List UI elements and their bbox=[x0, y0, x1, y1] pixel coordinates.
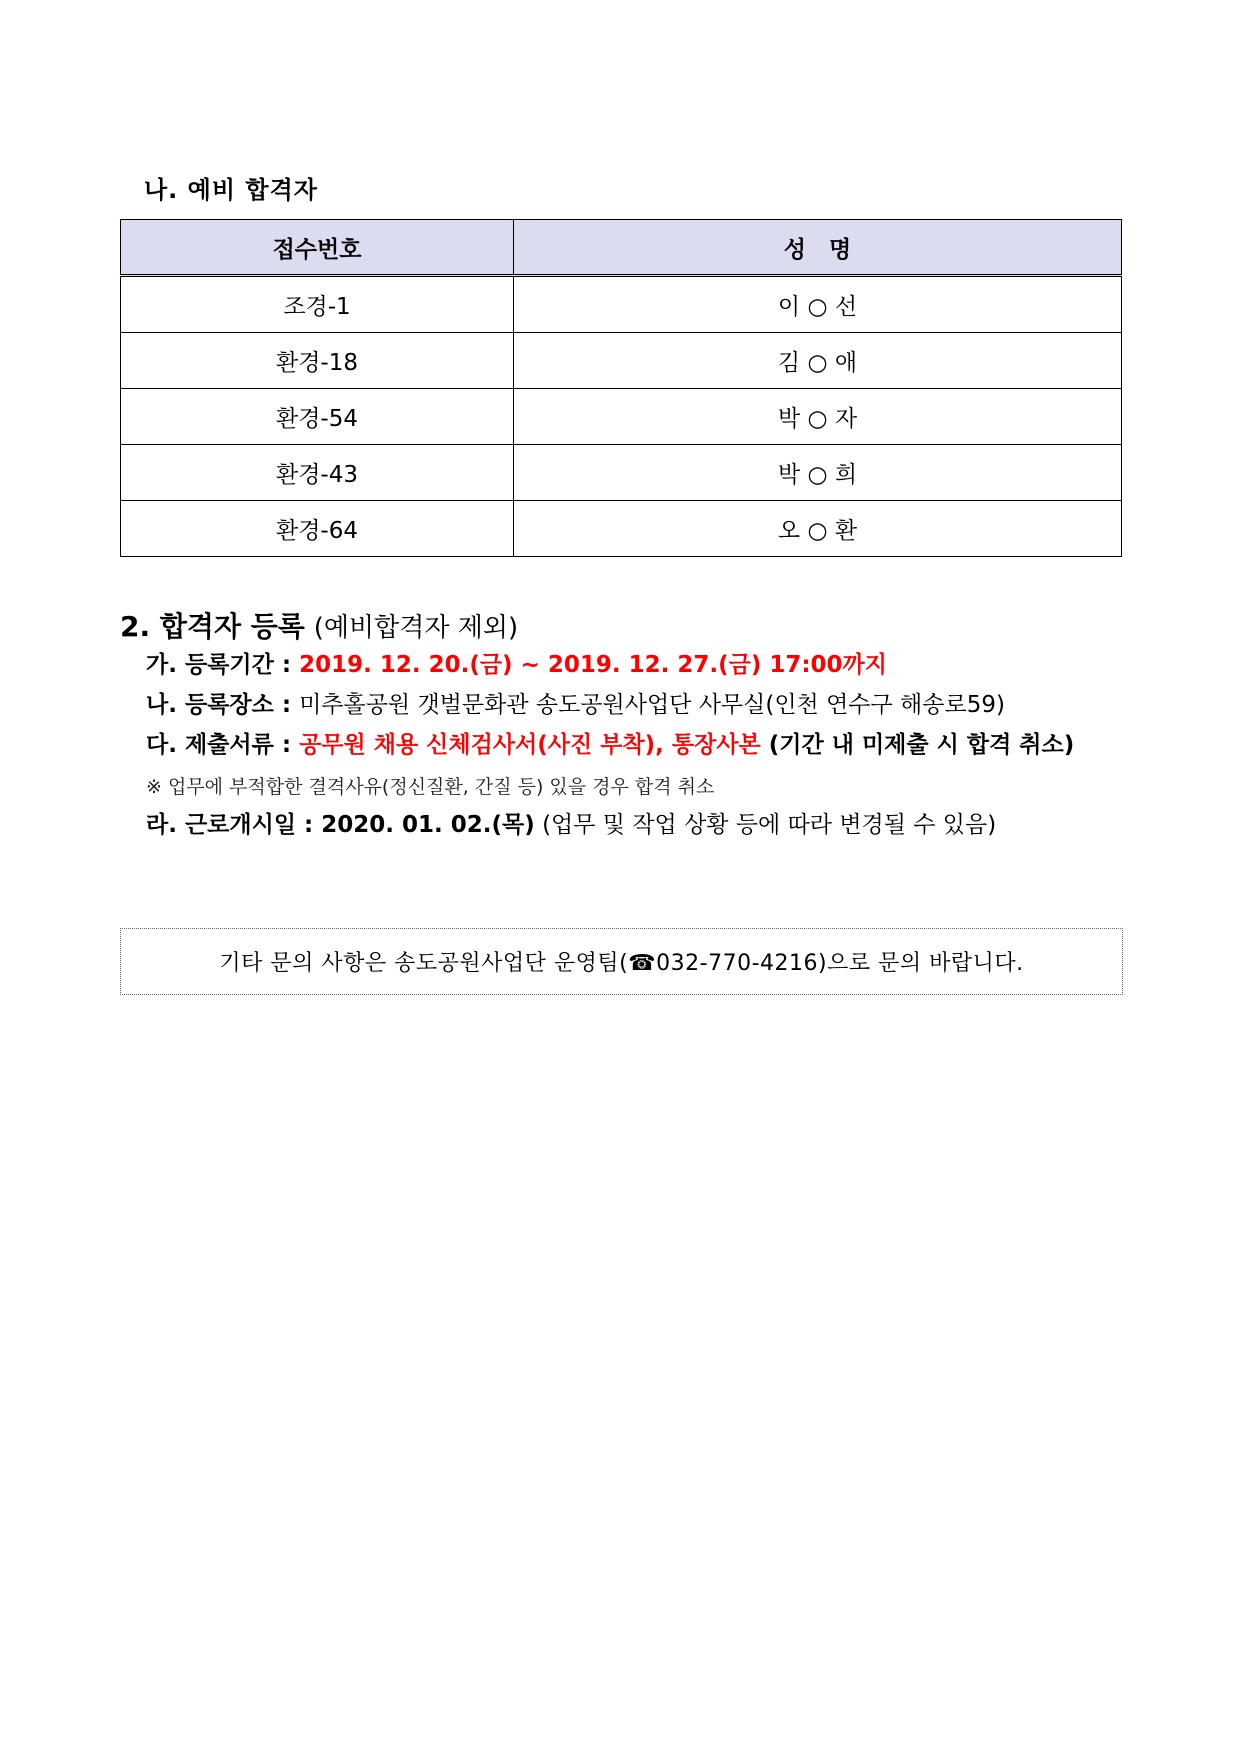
cell-id: 조경-1 bbox=[121, 276, 514, 333]
registration-heading bbox=[120, 605, 518, 645]
section-title: 나. 예비 합격자 bbox=[144, 176, 318, 204]
disqualification-note: ※ 업무에 부적합한 결격사유(정신질환, 간질 등) 있을 경우 합격 취소 bbox=[146, 776, 715, 798]
table-row bbox=[121, 501, 1122, 557]
cell-id: 환경-18 bbox=[121, 333, 514, 389]
cell-id: 환경-54 bbox=[121, 389, 514, 445]
period-label: 가. 등록기간 : bbox=[146, 652, 300, 678]
registration-title-note: (예비합격자 제외) bbox=[313, 613, 519, 643]
registration-place bbox=[146, 686, 1005, 719]
registration-title: 2. 합격자 등록 bbox=[120, 610, 305, 643]
start-note: (업무 및 작업 상황 등에 따라 변경될 수 있음) bbox=[534, 812, 997, 838]
table-row bbox=[121, 445, 1122, 501]
cell-id: 환경-64 bbox=[121, 501, 514, 557]
table-row bbox=[121, 333, 1122, 389]
table-header-row bbox=[121, 220, 1122, 276]
cell-name: 김 ○ 애 bbox=[514, 333, 1122, 389]
column-header-id: 접수번호 bbox=[121, 220, 514, 276]
docs-note: (기간 내 미제출 시 합격 취소) bbox=[760, 732, 1075, 758]
start-label: 라. 근로개시일 : 2020. 01. 02.(목) bbox=[146, 812, 535, 838]
cell-id: 환경-43 bbox=[121, 445, 514, 501]
place-value: 미추홀공원 갯벌문화관 송도공원사업단 사무실(인천 연수구 해송로59) bbox=[299, 692, 1005, 718]
cell-name: 박 ○ 자 bbox=[514, 389, 1122, 445]
cell-name: 박 ○ 희 bbox=[514, 445, 1122, 501]
registration-period bbox=[146, 646, 887, 679]
contact-info-box bbox=[120, 928, 1123, 995]
docs-label: 다. 제출서류 : bbox=[146, 732, 300, 758]
cell-name: 이 ○ 선 bbox=[514, 276, 1122, 333]
column-header-name: 성 명 bbox=[514, 220, 1122, 276]
table-row bbox=[121, 276, 1122, 333]
table-row bbox=[121, 389, 1122, 445]
cell-name: 오 ○ 환 bbox=[514, 501, 1122, 557]
registration-documents bbox=[146, 726, 1074, 759]
period-value: 2019. 12. 20.(금) ~ 2019. 12. 27.(금) 17:00까지 bbox=[299, 652, 887, 678]
contact-text: 기타 문의 사항은 송도공원사업단 운영팀(☎032-770-4216)으로 문의 바랍니다. bbox=[219, 951, 1024, 976]
reserve-candidates-table bbox=[120, 219, 1122, 557]
place-label: 나. 등록장소 : bbox=[146, 692, 300, 718]
docs-value: 공무원 채용 신체검사서(사진 부착), 통장사본 bbox=[299, 732, 761, 758]
work-start-date bbox=[146, 806, 996, 839]
